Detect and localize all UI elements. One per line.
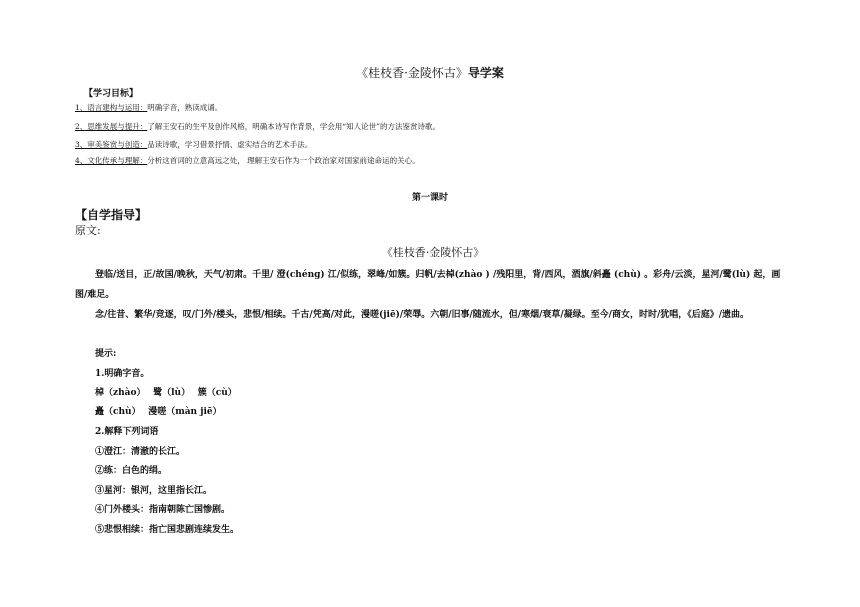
hint-line: ⑤悲恨相续：指亡国悲剧连续发生。 [95, 525, 240, 535]
objective-text: 明确字音，熟读成诵。 [147, 103, 223, 112]
objective-item [75, 139, 312, 150]
hint-label: 提示: [95, 349, 117, 359]
objective-label: 1、语言建构与运用： [75, 103, 148, 112]
page-title [0, 64, 860, 81]
objective-item [75, 155, 420, 166]
hint-line: 矗（chù） 漫嗟（màn jiē） [95, 407, 222, 417]
objective-label: 3、审美鉴赏与创造： [75, 140, 148, 149]
objective-label: 4、文化传承与理解： [75, 156, 148, 165]
hint-line: 棹（zhào） 鹭（lù） 簇（cù） [95, 388, 237, 398]
hint-line: 1.明确字音。 [95, 369, 150, 379]
objectives-heading: 【学习目标】 [84, 89, 139, 99]
hint-line: ①澄江：清澈的长江。 [95, 447, 186, 457]
objective-item [75, 121, 440, 132]
poem-paragraph: 登临/送目，正/故国/晚秋，天气/初肃。千里/ 澄(chéng) 江/似练，翠峰/如簇。归帆/去棹(zhào ) /残阳里，背/西风，酒旗/斜矗 (chù) 。彩舟/云淡，星河/鹭(lù) 起，画图/难足。 [75, 270, 781, 300]
page-title-main: 《桂枝香·金陵怀古》 [356, 66, 468, 80]
objective-text: 分析这首词的立意高远之处， 理解王安石作为一个政治家对国家前途命运的关心。 [147, 156, 420, 165]
page-title-suffix: 导学案 [467, 66, 504, 80]
objective-label: 2、思维发展与提升： [75, 122, 148, 131]
poem-title: 《桂枝香·金陵怀古》 [381, 246, 485, 259]
hint-line: ③星河：银河，这里指长江。 [95, 486, 213, 496]
hint-line: ④门外楼头：指南朝陈亡国惨剧。 [95, 505, 231, 515]
lesson-heading: 第一课时 [411, 193, 448, 203]
poem-paragraph: 念/往昔、繁华/竞逐，叹/门外/楼头，悲恨/相续。千古/凭高/对此，漫嗟(jiē)/荣辱。六朝/旧事/随流水，但/寒烟/衰草/凝绿。至今/商女，时时/犹唱，《后庭》/遗曲。 [95, 310, 750, 320]
objective-item [75, 102, 222, 113]
hint-line: 2.解释下列词语 [95, 427, 159, 437]
hint-line: ②练：白色的绢。 [95, 466, 168, 476]
objective-text: 品读诗歌，学习借景抒情、虚实结合的艺术手法。 [147, 140, 313, 149]
self-study-heading: 【自学指导】 [75, 208, 148, 222]
objective-text: 了解王安石的生平及创作风格，明确本诗写作背景，学会用“知人论世”的方法鉴赏诗歌。 [147, 122, 440, 131]
original-text-label: 原文: [75, 224, 101, 237]
